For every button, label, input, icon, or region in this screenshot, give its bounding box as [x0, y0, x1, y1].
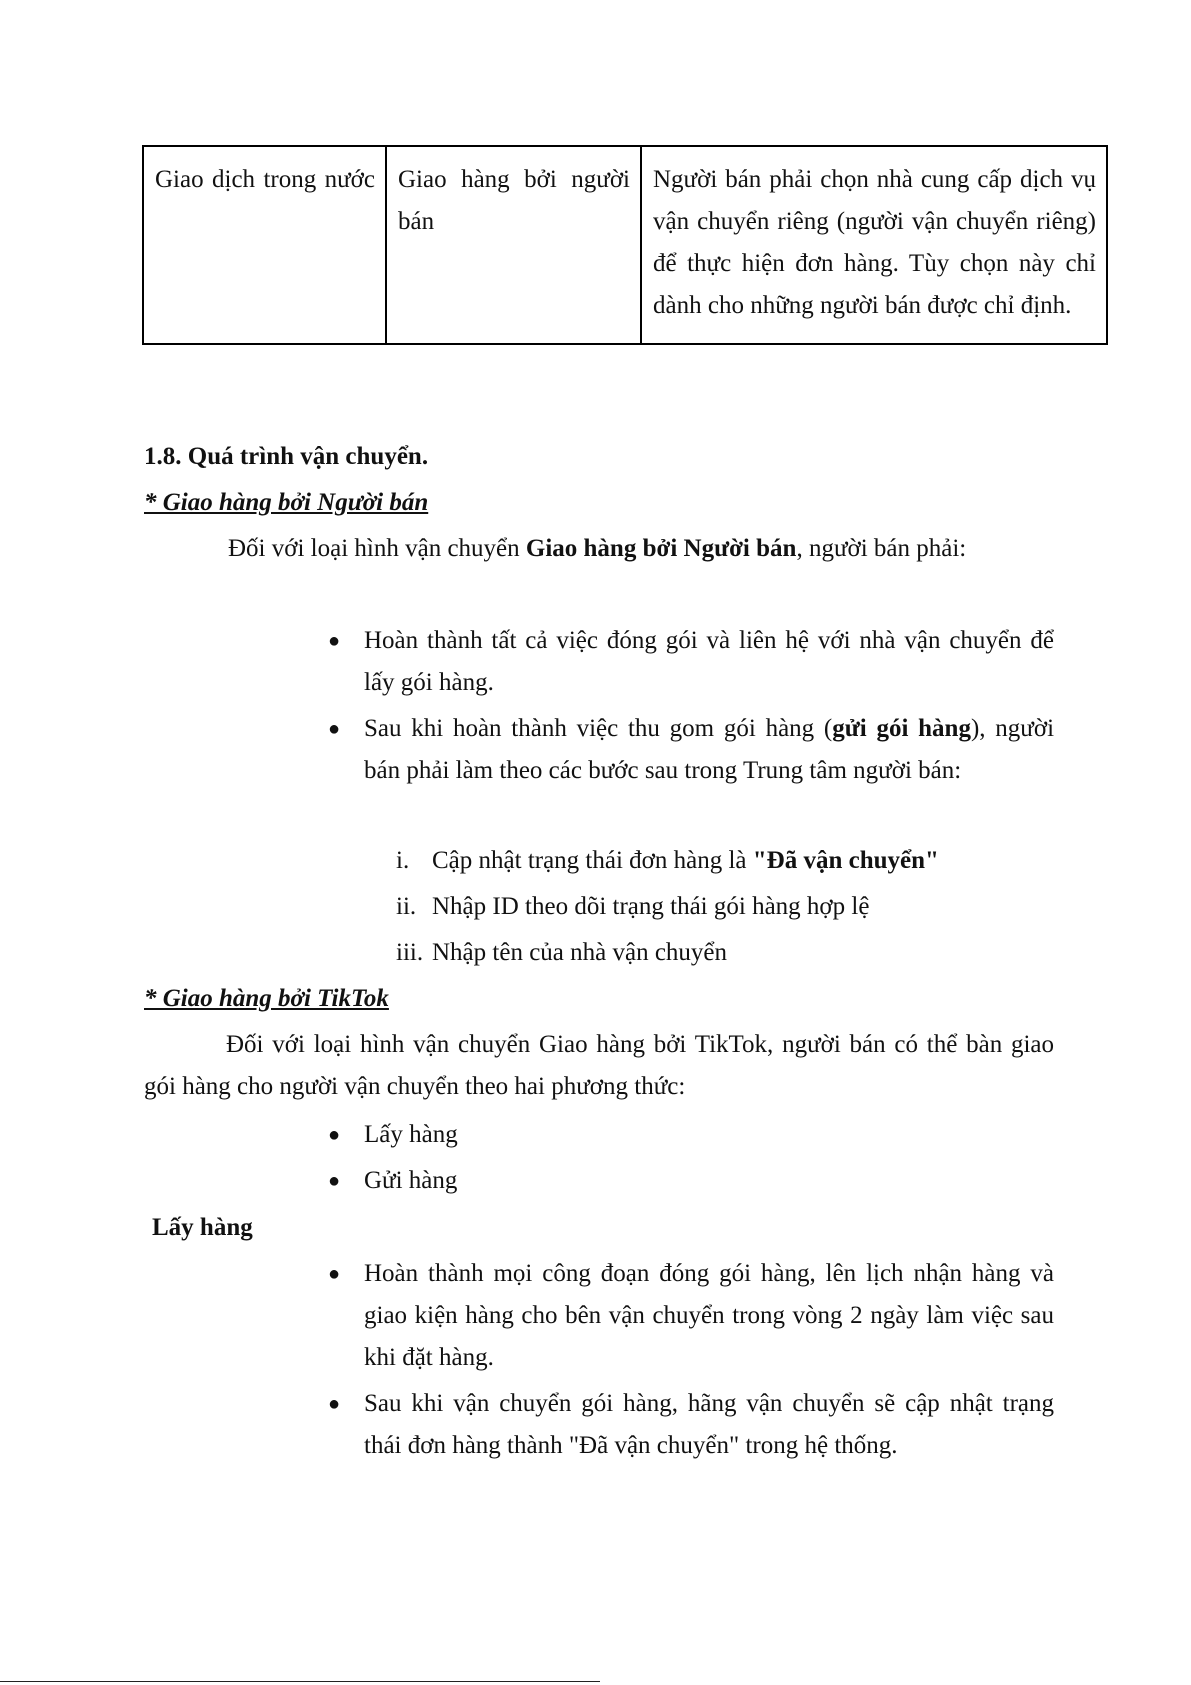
- list-item: [328, 620, 1054, 704]
- list-item-text: Gửi hàng: [364, 1167, 458, 1194]
- list-item-text-end: ), người bán phải làm theo các bước sau trong Trung tâm người bán:: [364, 715, 1055, 784]
- pickup-bullet-list: [328, 1253, 1054, 1471]
- pickup-heading: Lấy hàng: [152, 1214, 253, 1241]
- seller-steps-list: [396, 840, 1056, 978]
- bullet-icon: ●: [328, 1263, 341, 1285]
- table-cell-description: Người bán phải chọn nhà cung cấp dịch vụ vận chuyển riêng (người vận chuyển riêng) để thực hiện đơn hàng. Tùy chọn này chỉ dành cho những người bán được chỉ định.: [641, 146, 1107, 344]
- list-item-text: Hoàn thành tất cả việc đóng gói và liên hệ với nhà vận chuyển để lấy gói hàng.: [364, 627, 1054, 696]
- table-cell-shipping-method: Giao hàng bởi người bán: [386, 146, 641, 344]
- list-item-text: Lấy hàng: [364, 1121, 458, 1148]
- list-item: [328, 1114, 1054, 1156]
- list-item: [328, 1383, 1054, 1467]
- seller-bullet-list: [328, 620, 1055, 796]
- tiktok-intro: Đối với loại hình vận chuyển Giao hàng bởi TikTok, người bán có thể bàn giao gói hàng cho người vận chuyển theo hai phương thức:: [144, 1031, 1054, 1100]
- table-row: [143, 146, 1107, 344]
- bullet-icon: ●: [328, 1170, 341, 1192]
- page-bottom-rule: [0, 1681, 600, 1682]
- bullet-icon: ●: [328, 1124, 341, 1146]
- subheading-tiktok-delivery: * Giao hàng bởi TikTok: [144, 985, 389, 1012]
- list-item-bold: gửi gói hàng: [832, 715, 971, 742]
- step-text: Nhập tên của nhà vận chuyển: [432, 939, 728, 966]
- step-number: i.: [396, 847, 410, 874]
- step-text: Nhập ID theo dõi trạng thái gói hàng hợp lệ: [432, 893, 870, 920]
- list-item-text: Sau khi hoàn thành việc thu gom gói hàng (: [364, 715, 833, 742]
- seller-intro-bold: Giao hàng bởi Người bán: [525, 535, 797, 562]
- step-number: ii.: [396, 893, 417, 920]
- step-text: Cập nhật trạng thái đơn hàng là: [432, 847, 753, 874]
- step-item: [396, 840, 1056, 886]
- seller-intro-text-end: , người bán phải:: [796, 535, 967, 562]
- seller-intro: [216, 528, 1054, 570]
- seller-intro-text: Đối với loại hình vận chuyển: [228, 535, 526, 562]
- shipping-table: [142, 145, 1108, 345]
- bullet-icon: ●: [328, 1393, 341, 1415]
- methods-list: [328, 1114, 1054, 1206]
- bullet-icon: ●: [328, 718, 341, 740]
- section-heading: 1.8. Quá trình vận chuyển.: [144, 443, 429, 470]
- list-item: [328, 708, 1055, 792]
- list-item-text: Hoàn thành mọi công đoạn đóng gói hàng, lên lịch nhận hàng và giao kiện hàng cho bên vận chuyển trong vòng 2 ngày làm việc sau khi đặt hàng.: [364, 1260, 1054, 1371]
- step-bold: "Đã vận chuyển": [752, 847, 939, 874]
- subheading-seller-delivery: * Giao hàng bởi Người bán: [144, 489, 429, 516]
- step-item: [396, 886, 1056, 932]
- list-item: [328, 1160, 1054, 1202]
- table-cell-transaction-type: Giao dịch trong nước: [143, 146, 386, 344]
- bullet-icon: ●: [328, 630, 341, 652]
- step-number: iii.: [396, 939, 424, 966]
- step-item: [396, 932, 1056, 978]
- list-item-text: Sau khi vận chuyển gói hàng, hãng vận chuyển sẽ cập nhật trạng thái đơn hàng thành "Đã vận chuyển" trong hệ thống.: [364, 1390, 1054, 1459]
- list-item: [328, 1253, 1054, 1379]
